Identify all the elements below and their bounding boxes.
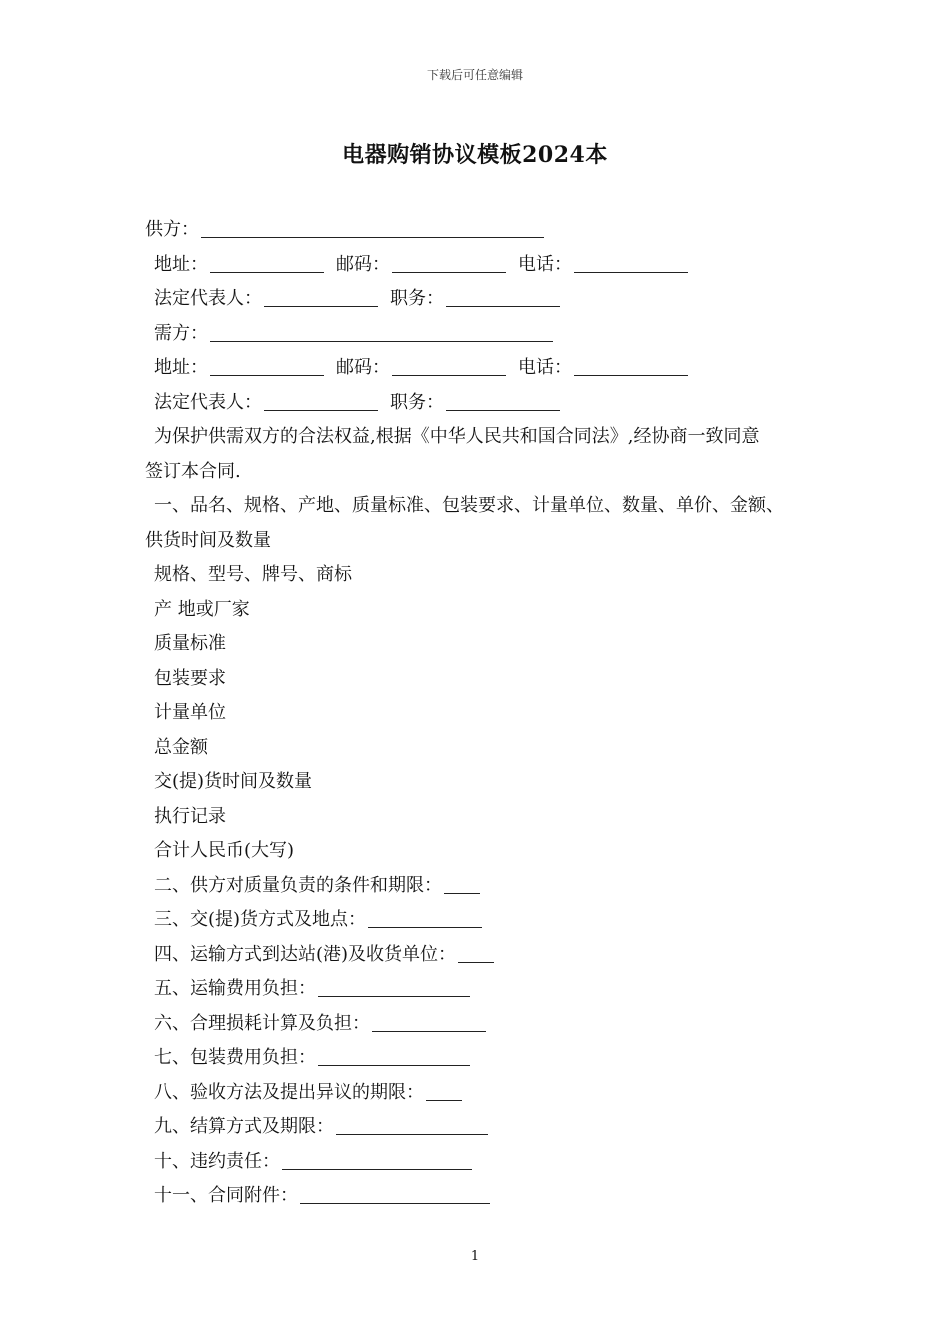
item-unit: 计量单位 — [154, 702, 226, 723]
buyer-postcode-field[interactable] — [392, 355, 506, 376]
clause-7 — [145, 1041, 825, 1076]
clause-1-line-2: 供货时间及数量 — [145, 529, 271, 551]
item-quality: 质量标准 — [154, 633, 226, 654]
supplier-rep-line — [145, 282, 825, 317]
item-record: 执行记录 — [154, 805, 226, 827]
clause-1-line-1: 一、品名、规格、产地、质量标准、包装要求、计量单位、数量、单价、金额、 — [154, 495, 784, 516]
supplier-name-field[interactable] — [201, 217, 544, 238]
supplier-address-label: 地址： — [154, 253, 208, 275]
clause-4 — [145, 938, 825, 973]
clause-10-label: 十、违约责任： — [154, 1150, 280, 1172]
supplier-rep-label: 法定代表人： — [154, 288, 262, 309]
clause-6-label: 六、合理损耗计算及负担： — [154, 1012, 370, 1034]
supplier-label: 供方： — [145, 219, 199, 240]
clause-5-label: 五、运输费用负担： — [154, 978, 316, 999]
clause-6 — [145, 1007, 825, 1042]
clause-8 — [145, 1076, 825, 1111]
document-title: 电器购销协议模板2024本 — [342, 142, 608, 168]
clause-8-field[interactable] — [426, 1080, 462, 1101]
clause-5-field[interactable] — [318, 976, 470, 997]
buyer-rep-label: 法定代表人： — [154, 391, 262, 413]
intro-line-2: 签订本合同. — [145, 460, 241, 482]
supplier-address-field[interactable] — [210, 252, 324, 273]
clause-6-field[interactable] — [372, 1011, 486, 1032]
intro-line-1: 为保护供需双方的合法权益,根据《中华人民共和国合同法》,经协商一致同意 — [154, 426, 760, 447]
clause-4-label: 四、运输方式到达站(港)及收货单位： — [154, 943, 457, 965]
contract-body — [145, 213, 825, 1214]
clause-5 — [145, 972, 825, 1007]
clause-11 — [145, 1179, 825, 1214]
item-total: 总金额 — [154, 736, 208, 758]
clause-3 — [145, 903, 825, 938]
supplier-line — [145, 213, 825, 248]
clause-7-label: 七、包装费用负担： — [154, 1047, 316, 1068]
clause-10 — [145, 1145, 825, 1180]
clause-9-field[interactable] — [336, 1114, 488, 1135]
buyer-label: 需方： — [154, 322, 208, 344]
buyer-rep-line — [145, 386, 825, 421]
clause-9-label: 九、结算方式及期限： — [154, 1116, 334, 1137]
supplier-position-label: 职务： — [390, 288, 444, 309]
supplier-contact-line — [145, 248, 825, 283]
clause-3-label: 三、交(提)货方式及地点： — [154, 909, 367, 930]
clause-2 — [145, 869, 825, 904]
clause-4-field[interactable] — [458, 942, 494, 963]
clause-3-field[interactable] — [368, 907, 482, 928]
buyer-position-field[interactable] — [446, 390, 560, 411]
clause-11-label: 十一、合同附件： — [154, 1185, 298, 1206]
item-spec: 规格、型号、牌号、商标 — [154, 564, 352, 585]
clause-10-field[interactable] — [282, 1149, 472, 1170]
clause-8-label: 八、验收方法及提出异议的期限： — [154, 1081, 424, 1103]
supplier-phone-label: 电话： — [518, 253, 572, 275]
item-packaging: 包装要求 — [154, 667, 226, 689]
buyer-phone-field[interactable] — [574, 355, 688, 376]
supplier-position-field[interactable] — [446, 286, 560, 307]
buyer-contact-line — [145, 351, 825, 386]
buyer-address-field[interactable] — [210, 355, 324, 376]
buyer-postcode-label: 邮码： — [336, 357, 390, 378]
item-origin: 产 地或厂家 — [154, 598, 250, 620]
clause-2-label: 二、供方对质量负责的条件和期限： — [154, 874, 442, 896]
buyer-name-field[interactable] — [210, 321, 553, 342]
item-sum-rmb: 合计人民币(大写) — [154, 840, 295, 861]
buyer-address-label: 地址： — [154, 357, 208, 378]
page-number: 1 — [470, 1249, 480, 1264]
buyer-rep-field[interactable] — [264, 390, 378, 411]
supplier-postcode-field[interactable] — [392, 252, 506, 273]
buyer-phone-label: 电话： — [518, 357, 572, 378]
supplier-phone-field[interactable] — [574, 252, 688, 273]
buyer-line — [145, 317, 825, 352]
supplier-postcode-label: 邮码： — [336, 253, 390, 275]
item-delivery: 交(提)货时间及数量 — [154, 771, 313, 792]
buyer-position-label: 职务： — [390, 391, 444, 413]
supplier-rep-field[interactable] — [264, 286, 378, 307]
clause-11-field[interactable] — [300, 1183, 490, 1204]
clause-7-field[interactable] — [318, 1045, 470, 1066]
page-header: 下载后可任意编辑 — [426, 68, 523, 82]
clause-2-field[interactable] — [444, 873, 480, 894]
clause-9 — [145, 1110, 825, 1145]
